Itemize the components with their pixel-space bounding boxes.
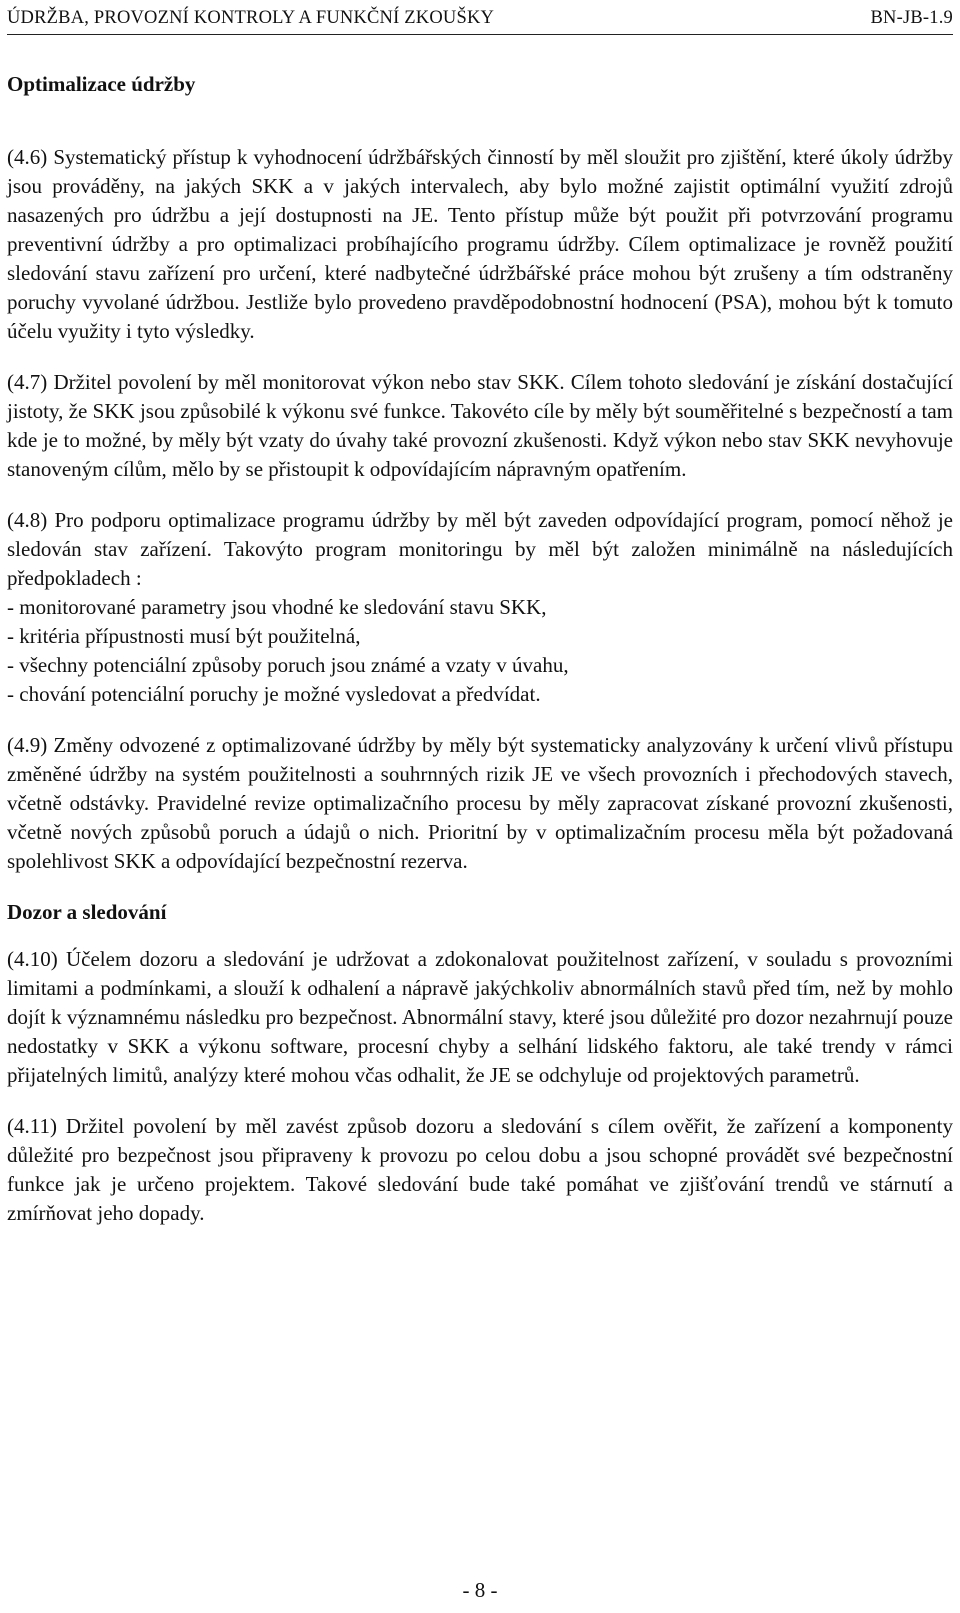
paragraph-4-6: (4.6) Systematický přístup k vyhodnocení údržbářských činností by měl sloužit pro zjištění, které úkoly údržby jsou prováděny, na jakých SKK a v jakých intervalech, aby bylo možné zajistit optimální využití zdrojů nasazených pro údržbu a její dostupnosti na JE. Tento přístup může být použit při potvrzování programu preventivní údržby a pro optimalizaci probíhajícího programu údržby. Cílem optimalizace je rovněž použití sledování stavu zařízení pro určení, které nadbytečné údržbářské práce mohou být zrušeny a tím odstraněny poruchy vyvolané údržbou. Jestliže bylo provedeno pravděpodobnostní hodnocení (PSA), mohou být k tomuto účelu využity i tyto výsledky.	[7, 145, 953, 343]
list-item: - chování potenciální poruchy je možné vysledovat a předvídat.	[7, 682, 541, 706]
list-item: - monitorované parametry jsou vhodné ke sledování stavu SKK,	[7, 595, 547, 619]
section-title-optimalizace: Optimalizace údržby	[7, 72, 196, 96]
page-number: - 8 -	[462, 1578, 498, 1602]
header-divider	[7, 34, 953, 35]
preconditions-list	[7, 593, 953, 709]
header-document-code: BN-JB-1.9	[870, 8, 953, 28]
list-item: - všechny potenciální způsoby poruch jsou známé a vzaty v úvahu,	[7, 653, 569, 677]
paragraph-4-8: (4.8) Pro podporu optimalizace programu údržby by měl být zaveden odpovídající program, pomocí něhož je sledován stav zařízení. Takovýto program monitoringu by měl být založen minimálně na následujících předpokladech :	[7, 508, 953, 590]
page-header	[7, 6, 953, 34]
section-title-dozor: Dozor a sledování	[7, 900, 167, 924]
paragraph-4-9: (4.9) Změny odvozené z optimalizované údržby by měly být systematicky analyzovány k určení vlivů přístupu změněné údržby na systém použitelnosti a souhrnných rizik JE ve všech provozních i přechodových stavech, včetně odstávky. Pravidelné revize optimalizačního procesu by měly zapracovat získané provozní zkušenosti, včetně nových způsobů poruch a údajů o nich. Prioritní by v optimalizačním procesu měla být požadovaná spolehlivost SKK a odpovídající bezpečnostní rezerva.	[7, 733, 953, 873]
document-body	[7, 70, 953, 1250]
paragraph-4-7: (4.7) Držitel povolení by měl monitorovat výkon nebo stav SKK. Cílem tohoto sledování je získání dostačující jistoty, že SKK jsou způsobilé k výkonu své funkce. Takovéto cíle by měly být souměřitelné s bezpečností a tam kde je to možné, by měly být vzaty do úvahy také provozní zkušenosti. Když výkon nebo stav SKK nevyhovuje stanoveným cílům, mělo by se přistoupit k odpovídajícím nápravným opatřením.	[7, 370, 953, 481]
list-item: - kritéria přípustnosti musí být použitelná,	[7, 624, 361, 648]
paragraph-4-11: (4.11) Držitel povolení by měl zavést způsob dozoru a sledování s cílem ověřit, že zařízení a komponenty důležité pro bezpečnost jsou připraveny k provozu po celou dobu a jsou schopné provádět své bezpečnostní funkce jak je určeno projektem. Takové sledování bude také pomáhat ve zjišťování trendů ve stárnutí a zmírňovat jeho dopady.	[7, 1114, 953, 1225]
header-title: ÚDRŽBA, PROVOZNÍ KONTROLY A FUNKČNÍ ZKOUŠKY	[7, 8, 495, 28]
paragraph-4-10: (4.10) Účelem dozoru a sledování je udržovat a zdokonalovat použitelnost zařízení, v souladu s provozními limitami a podmínkami, a slouží k odhalení a nápravě jakýchkoliv abnormálních stavů před tím, než by mohlo dojít k významnému následku pro bezpečnost. Abnormální stavy, které jsou důležité pro dozor nezahrnují pouze nedostatky v SKK a výkonu software, procesní chyby a selhání lidského faktoru, ale také trendy v rámci přijatelných limitů, analýzy které mohou včas odhalit, že JE se odchyluje od projektových parametrů.	[7, 947, 953, 1087]
